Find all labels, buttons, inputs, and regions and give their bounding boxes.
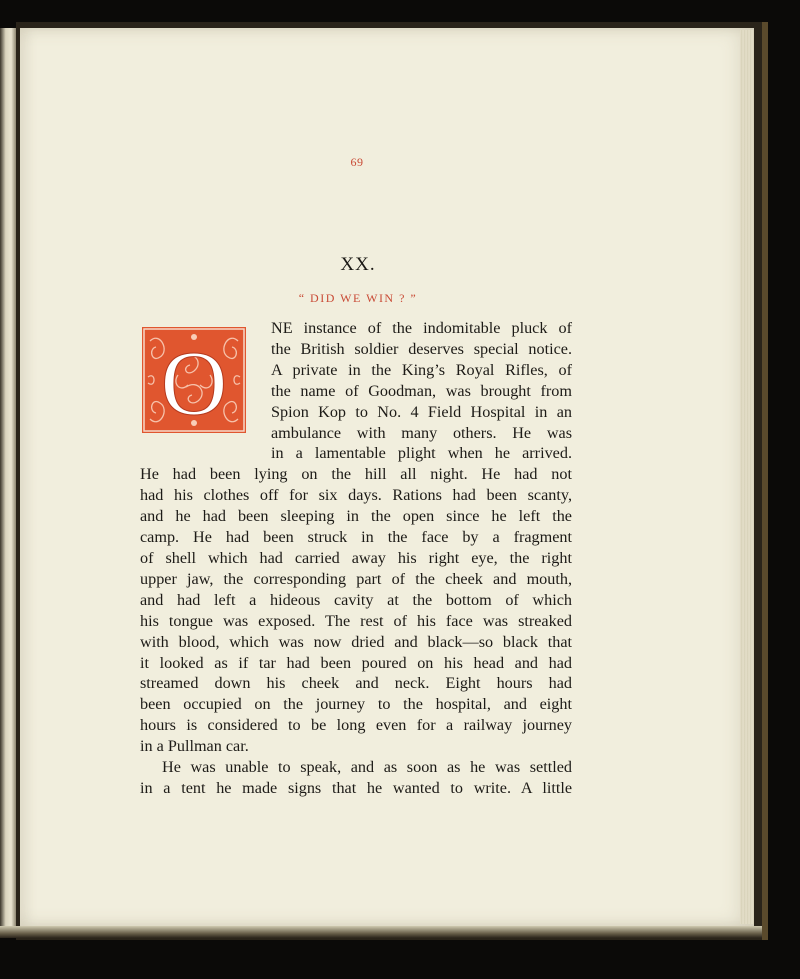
text-line: A private in the King’s Royal Rifles, of xyxy=(271,360,572,379)
page-number: 69 xyxy=(350,155,364,169)
text-line: streamed down his cheek and neck. Eight hours had xyxy=(140,674,572,693)
chapter-number: XX. xyxy=(340,254,376,275)
text-line: been occupied on the journey to the hospital, and eight xyxy=(140,695,572,714)
text-line: in a tent he made signs that he wanted to write. A little xyxy=(140,778,572,797)
text-line: it looked as if tar had been poured on his head and had xyxy=(140,653,572,672)
text-line: camp. He had been struck in the face by a fragment xyxy=(140,528,572,547)
text-line: ambulance with many others. He was xyxy=(271,423,572,442)
page-fore-edge xyxy=(740,30,754,924)
text-line: of shell which had carried away his right eye, the right xyxy=(140,548,572,567)
text-line: He was unable to speak, and as soon as he was settled xyxy=(162,758,572,777)
text-line: upper jaw, the corresponding part of the cheek and mouth, xyxy=(140,569,572,588)
text-line: Spion Kop to No. 4 Field Hospital in an xyxy=(271,402,572,421)
text-line: the name of Goodman, was brought from xyxy=(271,381,572,400)
text-line: his tongue was exposed. The rest of his face was streaked xyxy=(140,611,572,630)
body-text xyxy=(140,318,572,799)
text-line: and he had been sleeping in the open since he left the xyxy=(140,507,572,526)
text-line: He had been lying on the hill all night. He had not xyxy=(140,465,572,484)
text-line: in a Pullman car. xyxy=(140,737,249,756)
text-line: NE instance of the indomitable pluck of xyxy=(271,319,572,337)
text-line: with blood, which was now dried and black—so black that xyxy=(140,632,572,651)
text-line: the British soldier deserves special notice. xyxy=(271,339,572,358)
chapter-title: “ DID WE WIN ? ” xyxy=(298,291,418,305)
drop-cap-letter: O xyxy=(160,332,228,433)
text-line: hours is considered to be long even for a railway journey xyxy=(140,716,572,735)
text-line: and had left a hideous cavity at the bottom of which xyxy=(140,590,572,609)
text-line: in a lamentable plight when he arrived. xyxy=(271,444,572,463)
page-bottom-edge xyxy=(0,926,762,938)
left-page-edge xyxy=(0,28,16,928)
text-line: had his clothes off for six days. Rations had been scanty, xyxy=(140,486,572,505)
